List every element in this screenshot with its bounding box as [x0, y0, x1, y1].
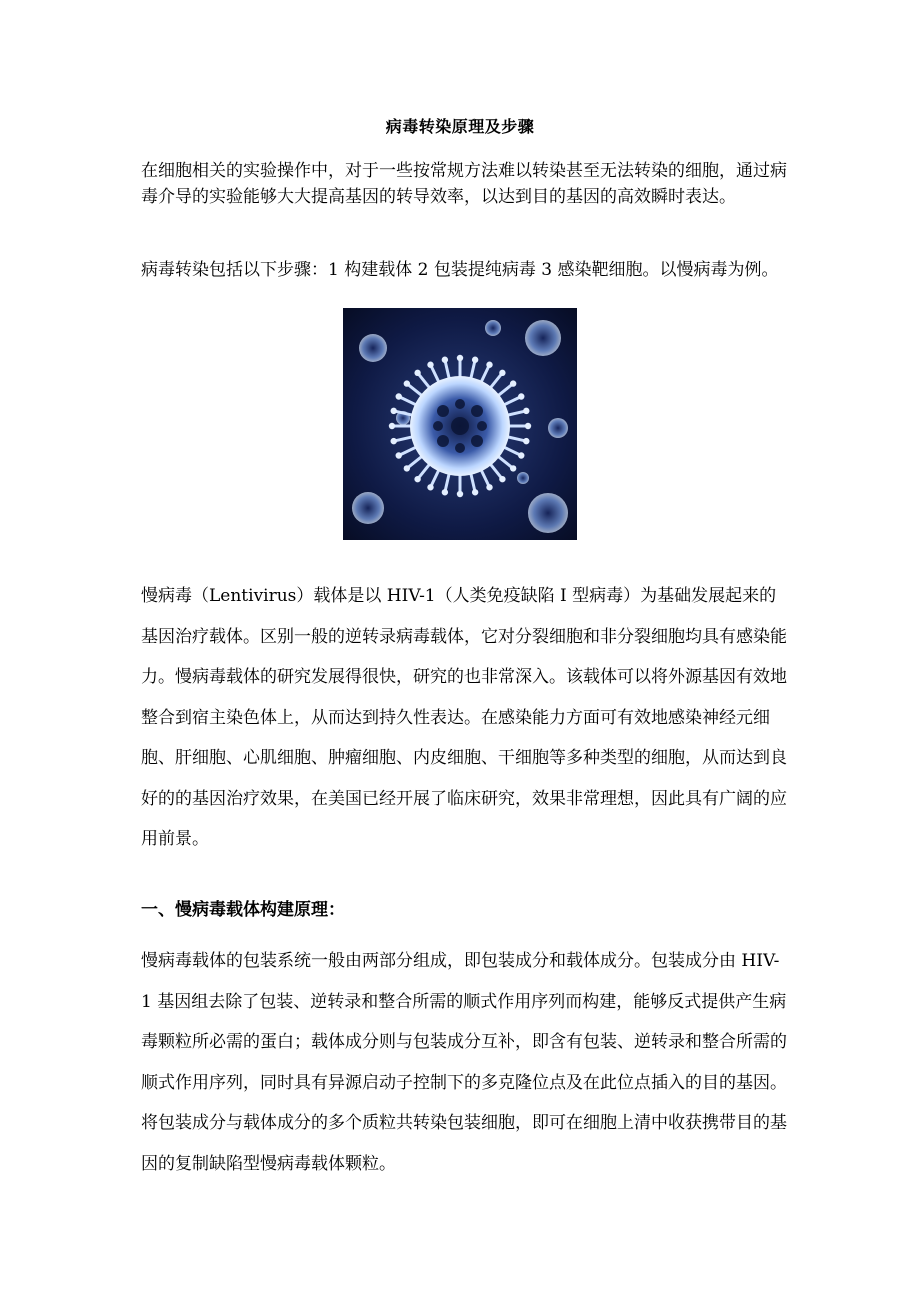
lentivirus-paragraph: 慢病毒（Lentivirus）载体是以 HIV-1（人类免疫缺陷 I 型病毒）为基础发展起来的基因治疗载体。区别一般的逆转录病毒载体，它对分裂细胞和非分裂细胞均具有感染能力。慢病毒载体的研究发展得很快，研究的也非常深入。该载体可以将外源基因有效地整合到宿主染色体上，从而达到持久性表达。在感染能力方面可有效地感染神经元细胞、肝细胞、心肌细胞、肿瘤细胞、内皮细胞、干细胞等多种类型的细胞，从而达到良好的的基因治疗效果，在美国已经开展了临床研究，效果非常理想，因此具有广阔的应用前景。 [141, 586, 787, 849]
section-heading: 一、慢病毒载体构建原理： [141, 900, 345, 920]
steps-paragraph: 病毒转染包括以下步骤：1 构建载体 2 包装提纯病毒 3 感染靶细胞。以慢病毒为例。 [141, 260, 779, 280]
virus-image [343, 308, 577, 540]
document-title: 病毒转染原理及步骤 [385, 117, 535, 136]
section-paragraph: 慢病毒载体的包装系统一般由两部分组成，即包装成分和载体成分。包装成分由 HIV-1 基因组去除了包装、逆转录和整合所需的顺式作用序列而构建，能够反式提供产生病毒颗粒所必需的蛋白；载体成分则与包装成分互补，即含有包装、逆转录和整合所需的顺式作用序列，同时具有异源启动子控制下的多克隆位点及在此位点插入的目的基因。将包装成分与载体成分的多个质粒共转染包装细胞，即可在细胞上清中收获携带目的基因的复制缺陷型慢病毒载体颗粒。 [141, 951, 787, 1174]
virus-illustration [343, 308, 577, 540]
intro-paragraph: 在细胞相关的实验操作中，对于一些按常规方法难以转染甚至无法转染的细胞，通过病毒介导的实验能够大大提高基因的转导效率，以达到目的基因的高效瞬时表达。 [141, 161, 787, 207]
